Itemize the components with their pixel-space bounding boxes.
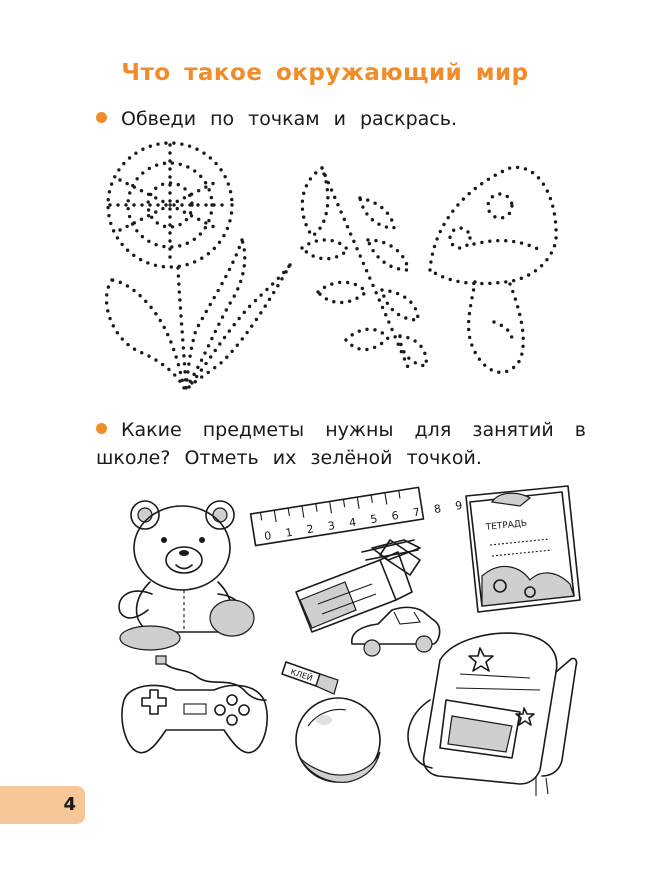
glue-stick-picture[interactable]: [282, 662, 338, 694]
teddy-bear-picture[interactable]: [119, 501, 254, 650]
task-text: Какие предметы нужны для занятий в школе? Отметь их зелёной точкой.: [96, 419, 586, 469]
task-text: Обведи по точкам и раскрась.: [121, 108, 457, 130]
notebook-picture[interactable]: [466, 486, 580, 612]
task-mark-school-items: [96, 416, 586, 472]
dotted-flower[interactable]: [107, 143, 290, 388]
glue-label: КЛЕЙ: [289, 667, 314, 683]
game-controller-picture[interactable]: [122, 656, 267, 753]
bullet-icon: [96, 423, 107, 434]
pencil-case-picture[interactable]: [296, 540, 420, 632]
dotted-mushroom[interactable]: [430, 167, 556, 372]
page-number: 4: [63, 794, 76, 815]
ruler-picture[interactable]: [251, 480, 469, 545]
dotted-rowan-leaf[interactable]: [302, 168, 426, 372]
notebook-label: ТЕТРАДЬ: [485, 518, 528, 533]
toy-car-picture[interactable]: [352, 607, 440, 656]
backpack-picture[interactable]: [408, 633, 577, 796]
ball-picture[interactable]: [296, 698, 380, 782]
page-title: Что такое окружающий мир: [121, 60, 529, 86]
ruler-digits: 0 1 2 3 4 5 6 7 8 9: [263, 497, 469, 544]
